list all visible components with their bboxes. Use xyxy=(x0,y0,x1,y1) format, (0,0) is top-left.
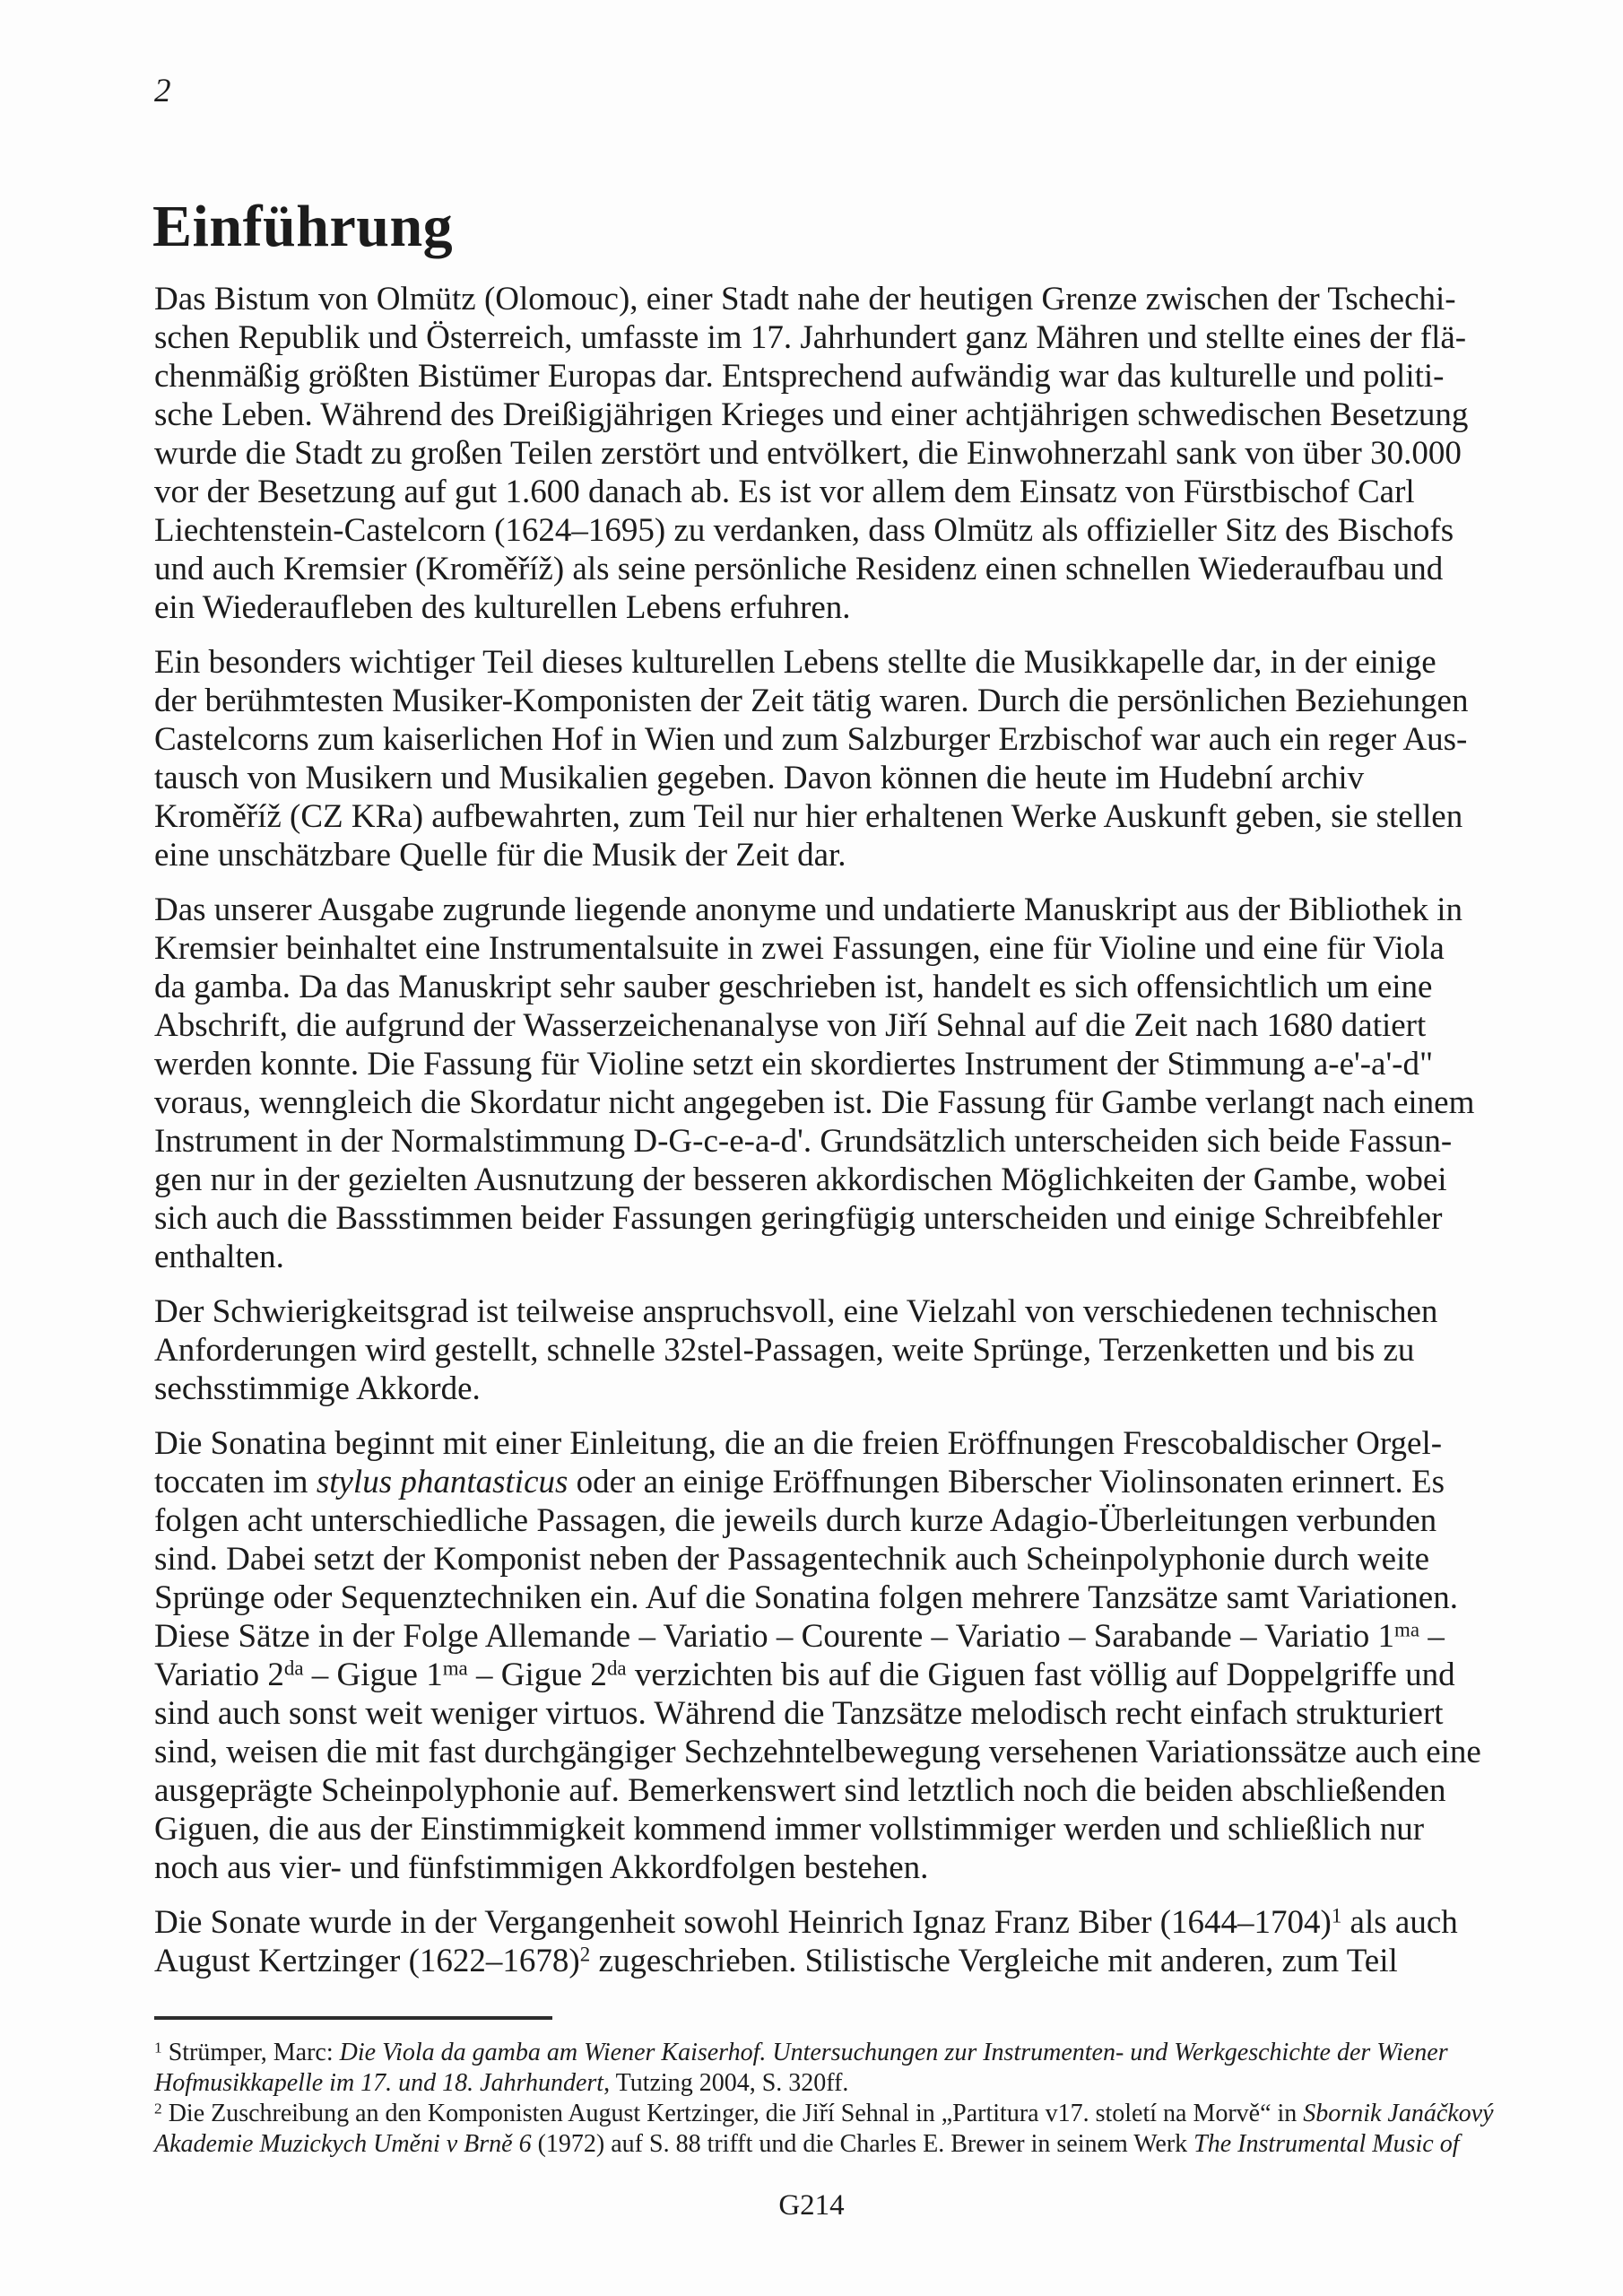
text-line: sind. Dabei setzt der Komponist neben der Passagentechnik auch Scheinpolyphonie durch weite xyxy=(154,1541,1430,1578)
text-line: tausch von Musikern und Musikalien gegeben. Davon können die heute im Hudební archiv xyxy=(154,760,1365,796)
paragraph xyxy=(154,1903,1472,1980)
paragraph xyxy=(154,280,1472,627)
text-line: Die Sonate wurde in der Vergangenheit sowohl Heinrich Ignaz Franz Biber (1644–1704)$^1$ als auch xyxy=(154,1904,1458,1941)
text-line: toccaten im stylus phantasticus oder an einige Eröffnungen Biberscher Violinsonaten erinnert. Es xyxy=(154,1464,1445,1500)
text-line: $^2$ Die Zuschreibung an den Komponisten August Kertzinger, die Jiří Sehnal in „Partitura v17. století na Morvě“ in Sbornik Janáčkový xyxy=(154,2100,1494,2127)
footnote-separator xyxy=(154,2016,552,2020)
text-line: noch aus vier- und fünfstimmigen Akkordfolgen bestehen. xyxy=(154,1849,929,1886)
paragraph xyxy=(154,1292,1472,1408)
text-line: Diese Sätze in der Folge Allemande – Variatio – Courente – Variatio – Sarabande – Variatio $1^{ma}$ – xyxy=(154,1618,1445,1655)
text-line: Das Bistum von Olmütz (Olomouc), einer Stadt nahe der heutigen Grenze zwischen der Tschechi- xyxy=(154,281,1456,317)
text-line: sche Leben. Während des Dreißigjährigen Krieges und einer achtjährigen schwedischen Besetzung xyxy=(154,396,1469,433)
text-line: sich auch die Bassstimmen beider Fassungen geringfügig unterscheiden und einige Schreibfehler xyxy=(154,1200,1443,1237)
text-line: gen nur in der gezielten Ausnutzung der besseren akkordischen Möglichkeiten der Gambe, wobei xyxy=(154,1161,1447,1198)
text-line: Die Sonatina beginnt mit einer Einleitung, die an die freien Eröffnungen Frescobaldischer Orgel- xyxy=(154,1425,1443,1462)
footnote xyxy=(154,2038,1472,2099)
text-line: Kremsier beinhaltet eine Instrumentalsuite in zwei Fassungen, eine für Violine und eine für Viola xyxy=(154,930,1445,967)
text-line: ausgeprägte Scheinpolyphonie auf. Bemerkenswert sind letztlich noch die beiden abschließenden xyxy=(154,1772,1446,1809)
text-line: Sprünge oder Sequenztechniken ein. Auf die Sonatina folgen mehrere Tanzsätze samt Variationen. xyxy=(154,1579,1458,1616)
text-line: enthalten. xyxy=(154,1239,284,1275)
text-line: Ein besonders wichtiger Teil dieses kulturellen Lebens stellte die Musikkapelle dar, in der einige xyxy=(154,644,1436,681)
text-line: Castelcorns zum kaiserlichen Hof in Wien und zum Salzburger Erzbischof war auch ein reger Aus- xyxy=(154,721,1468,758)
text-line: chenmäßig größten Bistümer Europas dar. Entsprechend aufwändig war das kulturelle und politi- xyxy=(154,358,1445,395)
text-line: Liechtenstein-Castelcorn (1624–1695) zu verdanken, dass Olmütz als offizieller Sitz des Bischofs xyxy=(154,512,1454,549)
text-line: folgen acht unterschiedliche Passagen, die jeweils durch kurze Adagio-Überleitungen verbunden xyxy=(154,1502,1437,1539)
text-line: ein Wiederaufleben des kulturellen Lebens erfuhren. xyxy=(154,589,851,626)
text-line: sechsstimmige Akkorde. xyxy=(154,1370,481,1407)
text-line: wurde die Stadt zu großen Teilen zerstört und entvölkert, die Einwohnerzahl sank von über 30.000 xyxy=(154,435,1462,472)
text-line: August Kertzinger (1622–1678)$^2$ zugeschrieben. Stilistische Vergleiche mit anderen, zum Teil xyxy=(154,1943,1398,1979)
text-line: und auch Kremsier (Kroměříž) als seine persönliche Residenz einen schnellen Wiederaufbau und xyxy=(154,551,1444,587)
plate-number: G214 xyxy=(778,2189,845,2222)
text-line: sind auch sonst weit weniger virtuos. Während die Tanzsätze melodisch recht einfach strukturiert xyxy=(154,1695,1444,1732)
body-paragraphs xyxy=(154,280,1481,1980)
text-line: Variatio $2^{da}$ – Gigue $1^{ma}$ – Gigue $2^{da}$ verzichten bis auf die Giguen fast völlig auf Doppelgriffe und xyxy=(154,1657,1455,1693)
text-line: schen Republik und Österreich, umfasste im 17. Jahrhundert ganz Mähren und stellte eines der flä- xyxy=(154,319,1467,356)
page-number: 2 xyxy=(154,73,171,109)
text-line: Hofmusikkapelle im 17. und 18. Jahrhundert, Tutzing 2004, S. 320ff. xyxy=(154,2069,849,2097)
text-line: $^1$ Strümper, Marc: Die Viola da gamba am Wiener Kaiserhof. Untersuchungen zur Instrumenten- und Werkgeschichte der Wiener xyxy=(154,2039,1448,2066)
text-line: Der Schwierigkeitsgrad ist teilweise anspruchsvoll, eine Vielzahl von verschiedenen technischen xyxy=(154,1293,1438,1330)
text-line: werden konnte. Die Fassung für Violine setzt ein skordiertes Instrument der Stimmung a-e'-a'-d" xyxy=(154,1046,1434,1083)
text-line: Instrument in der Normalstimmung D-G-c-e-a-d'. Grundsätzlich unterscheiden sich beide Fassun- xyxy=(154,1123,1453,1160)
text-line: Akademie Muzickych Uměni v Brně 6 (1972) auf S. 88 trifft und die Charles E. Brewer in seinem Werk The Instrumental Music of xyxy=(154,2130,1460,2158)
text-line: sind, weisen die mit fast durchgängiger Sechzehntelbewegung versehenen Variationssätze auch eine xyxy=(154,1734,1481,1770)
text-line: Anforderungen wird gestellt, schnelle 32stel-Passagen, weite Sprünge, Terzenketten und bis zu xyxy=(154,1332,1415,1369)
page-title: Einführung xyxy=(152,194,454,259)
footnote xyxy=(154,2099,1494,2160)
paragraph xyxy=(154,643,1472,874)
paragraph xyxy=(154,1424,1481,1887)
text-line: da gamba. Da das Manuskript sehr sauber geschrieben ist, handelt es sich offensichtlich um eine xyxy=(154,969,1433,1005)
text-line: Abschrift, die aufgrund der Wasserzeichenanalyse von Jiří Sehnal auf die Zeit nach 1680 datiert xyxy=(154,1007,1427,1044)
text-line: der berühmtesten Musiker-Komponisten der Zeit tätig waren. Durch die persönlichen Beziehungen xyxy=(154,683,1469,719)
text-line: Kroměříž (CZ KRa) aufbewahrten, zum Teil nur hier erhaltenen Werke Auskunft geben, sie stellen xyxy=(154,798,1463,835)
paragraph xyxy=(154,891,1475,1276)
text-line: Das unserer Ausgabe zugrunde liegende anonyme und undatierte Manuskript aus der Bibliothek in xyxy=(154,891,1463,928)
text-line: voraus, wenngleich die Skordatur nicht angegeben ist. Die Fassung für Gambe verlangt nach einem xyxy=(154,1084,1475,1121)
text-line: Giguen, die aus der Einstimmigkeit kommend immer vollstimmiger werden und schließlich nur xyxy=(154,1811,1425,1848)
text-line: eine unschätzbare Quelle für die Musik der Zeit dar. xyxy=(154,837,846,874)
text-line: vor der Besetzung auf gut 1.600 danach ab. Es ist vor allem dem Einsatz von Fürstbischof Carl xyxy=(154,474,1415,510)
footnotes xyxy=(154,2038,1494,2160)
